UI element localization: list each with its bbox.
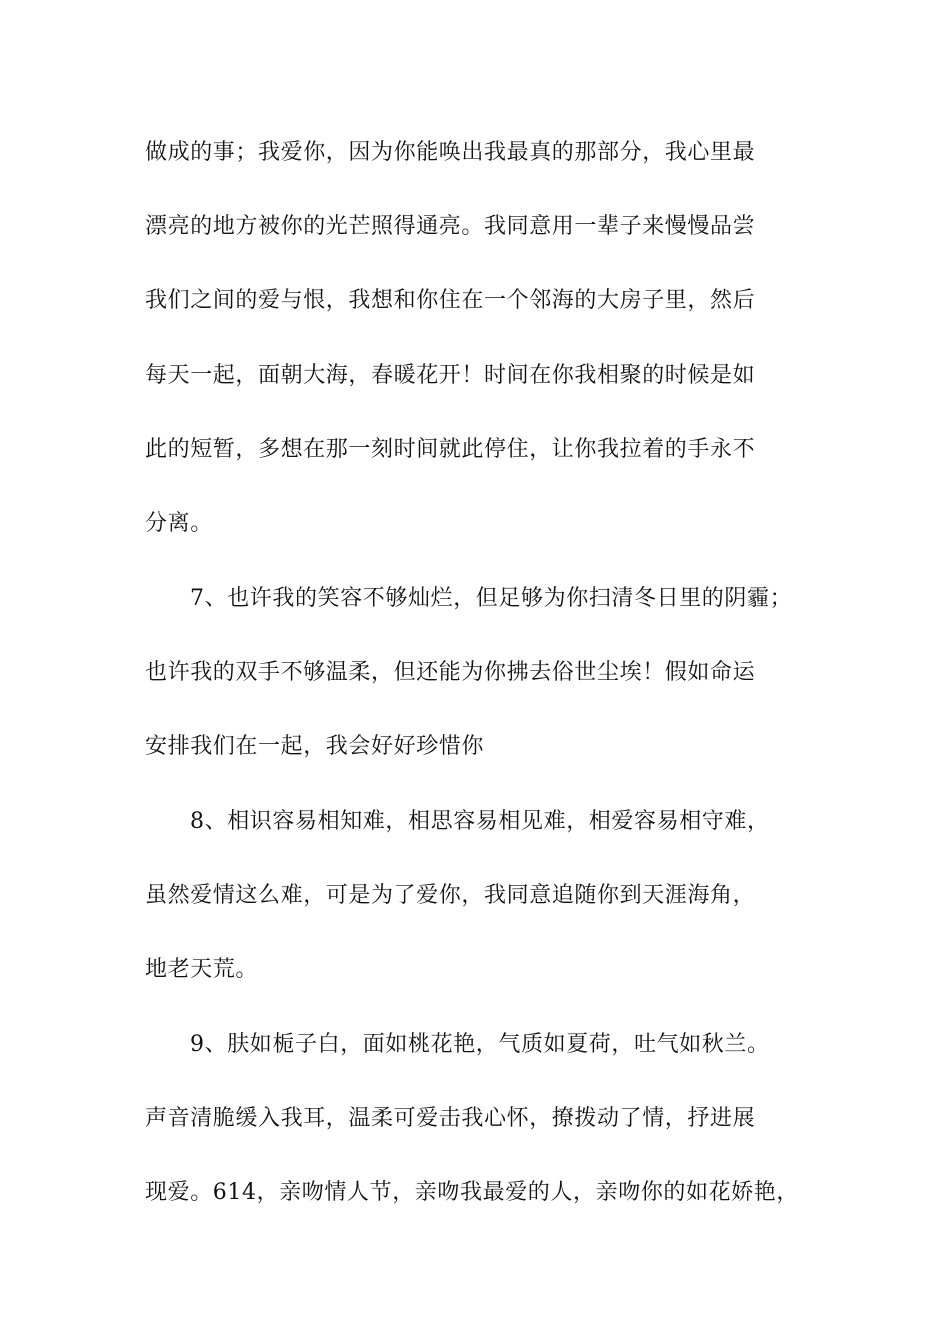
text-line: 此的短暂，多想在那一刻时间就此停住，让你我拉着的手永不 (145, 437, 756, 462)
text-line: 每天一起，面朝大海，春暖花开！时间在你我相聚的时候是如 (145, 363, 756, 388)
text-line: 也许我的双手不够温柔，但还能为你拂去俗世尘埃！假如命运 (145, 660, 756, 685)
paragraph-start-line: 8、相识容易相知难，相思容易相见难，相爱容易相守难， (190, 809, 770, 834)
paragraph-start-line: 9、肤如栀子白，面如桃花艳，气质如夏荷，吐气如秋兰。 (190, 1032, 770, 1057)
text-line: 我们之间的爱与恨，我想和你住在一个邻海的大房子里，然后 (145, 288, 756, 313)
text-line: 安排我们在一起，我会好好珍惜你 (145, 734, 485, 759)
text-line: 声音清脆缓入我耳，温柔可爱击我心怀，撩拨动了情，抒进展 (145, 1106, 756, 1131)
text-line: 虽然爱情这么难，可是为了爱你，我同意追随你到天涯海角， (145, 883, 756, 908)
text-line: 地老天荒。 (145, 957, 259, 982)
text-line: 做成的事；我爱你，因为你能唤出我最真的那部分，我心里最 (145, 140, 756, 165)
paragraph-start-line: 7、也许我的笑容不够灿烂，但足够为你扫清冬日里的阴霾； (190, 586, 793, 611)
text-line: 现爱。614，亲吻情人节，亲吻我最爱的人，亲吻你的如花娇艳， (145, 1180, 799, 1205)
text-line: 漂亮的地方被你的光芒照得通亮。我同意用一辈子来慢慢品尝 (145, 214, 756, 239)
text-line: 分离。 (145, 511, 213, 536)
